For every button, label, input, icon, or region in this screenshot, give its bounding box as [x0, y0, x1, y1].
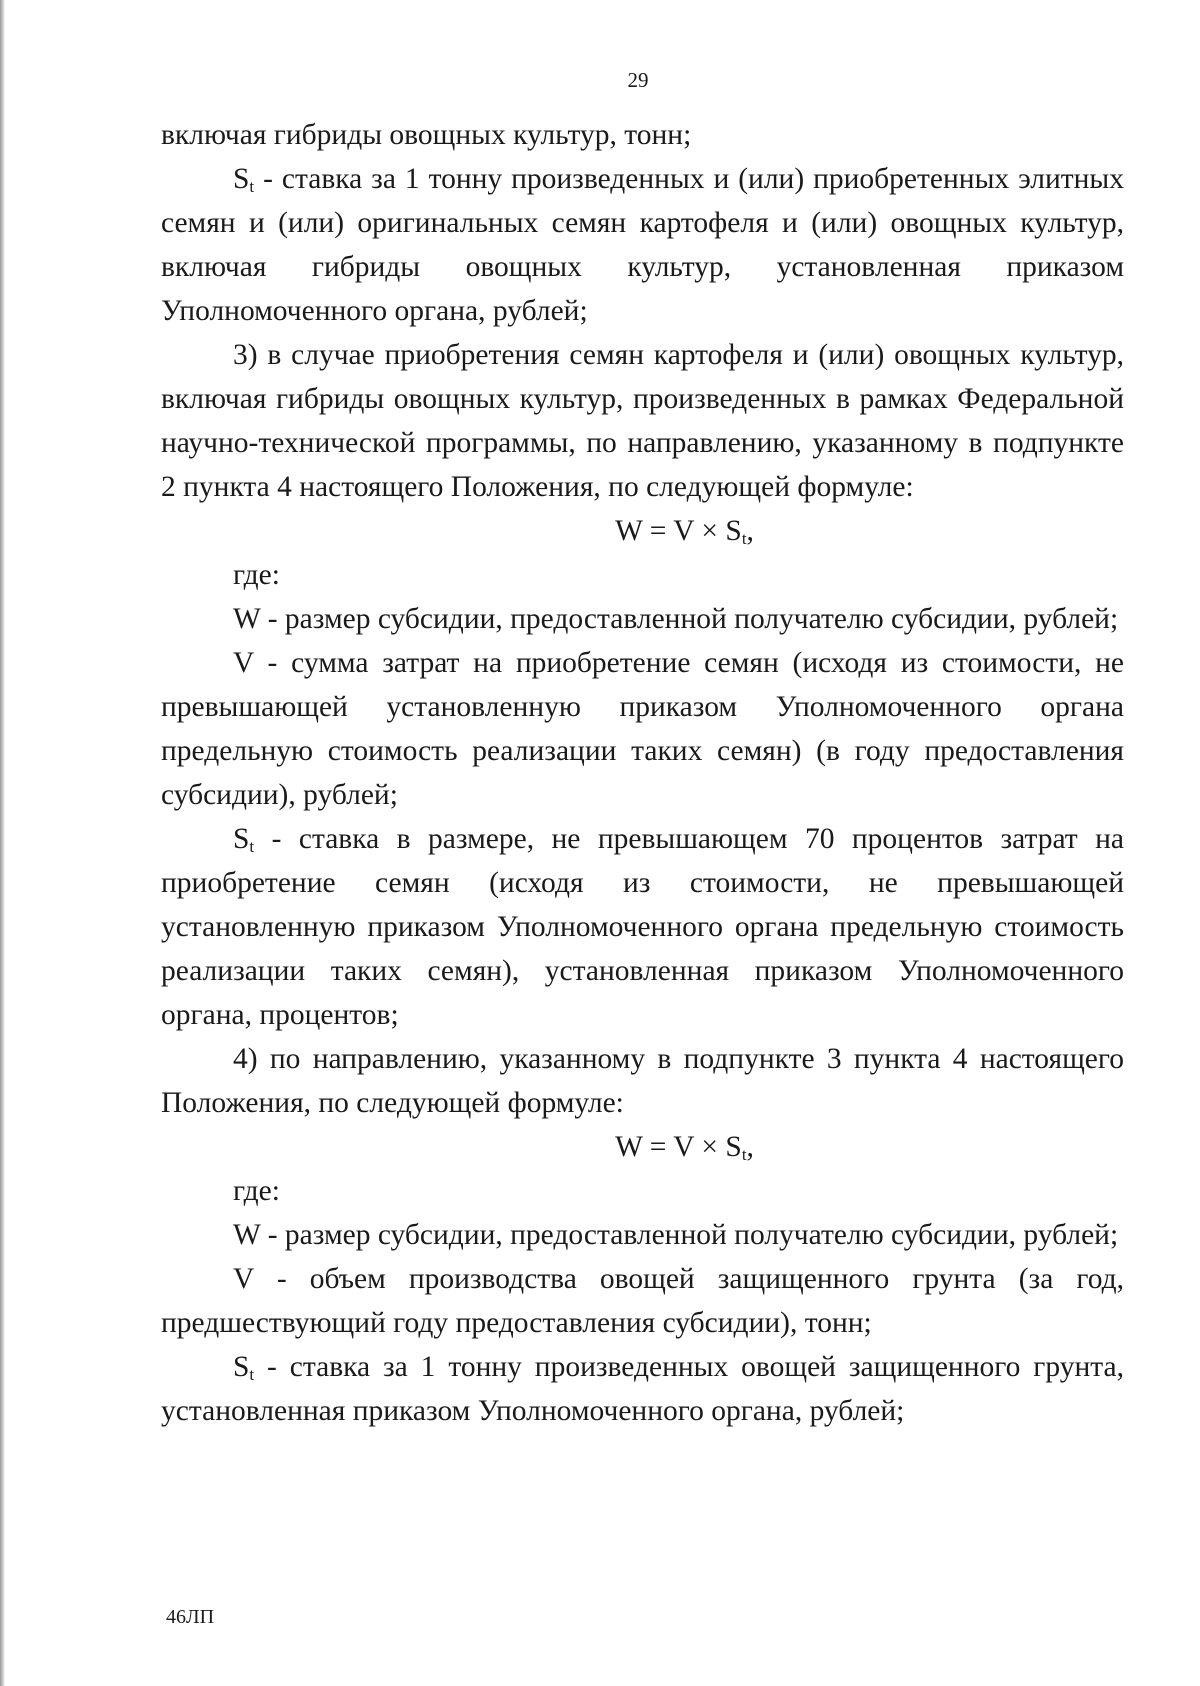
- paragraph-item-3: 3) в случае приобретения семян картофеля и (или) овощных культур, включая гибриды овощных культур, произведенных в рамках Федеральной научно-технической программы, по направлению, указанному в подпункте 2 пункта 4 настоящего Положения, по следующей формуле:: [161, 339, 1124, 503]
- paragraph-text: - ставка в размере, не превышающем 70 процентов затрат на приобретение семян (исходя из стоимости, не превышающей установленную приказом Уполномоченного органа предельную стоимость реализации таких семян), установленная приказом Уполномоченного органа, процентов;: [161, 823, 1124, 1031]
- paragraph-text: - сумма затрат на приобретение семян (исходя из стоимости, не превышающей установленную приказом Уполномоченного органа предельную стоимость реализации таких семян) (в году предоставления субсидии), рублей;: [161, 647, 1124, 811]
- formula-tail: ,: [746, 1131, 754, 1163]
- footer-document-code: 46ЛП: [166, 1606, 215, 1628]
- paragraph-v-definition-1: [161, 641, 1124, 817]
- page-number: 29: [627, 68, 649, 92]
- symbol-v: V: [233, 1263, 254, 1295]
- formula-subscript: t: [741, 529, 747, 548]
- scan-edge: [0, 0, 5, 1686]
- document-body: [161, 113, 1124, 1433]
- symbol-subscript-t: t: [249, 177, 255, 196]
- paragraph-st-rate-seeds: [161, 157, 1124, 333]
- where-label-1: где:: [233, 559, 280, 591]
- symbol-s: S: [233, 1351, 250, 1383]
- paragraph-text: - размер субсидии, предоставленной получателю субсидии, рублей;: [260, 1219, 1119, 1251]
- paragraph-text: - размер субсидии, предоставленной получателю субсидии, рублей;: [260, 603, 1119, 635]
- formula-tail: ,: [746, 515, 754, 547]
- paragraph-v-definition-2: [161, 1257, 1124, 1345]
- formula-main: W = V × S: [615, 1131, 742, 1163]
- formula-main: W = V × S: [615, 515, 742, 547]
- symbol-subscript-t: t: [249, 1365, 255, 1384]
- symbol-s: S: [233, 163, 250, 195]
- symbol-subscript-t: t: [249, 837, 255, 856]
- symbol-v: V: [233, 647, 254, 679]
- paragraph-st-definition-1: [161, 817, 1124, 1037]
- paragraph-continuation: включая гибриды овощных культур, тонн;: [161, 119, 692, 151]
- paragraph-w-definition-1: [161, 597, 1124, 641]
- formula-subscript: t: [741, 1145, 747, 1164]
- formula-2: [161, 1125, 1124, 1169]
- paragraph-w-definition-2: [161, 1213, 1124, 1257]
- where-label-2: где:: [233, 1175, 280, 1207]
- symbol-w: W: [233, 1219, 261, 1251]
- formula-1: [161, 509, 1124, 553]
- paragraph-text: - ставка за 1 тонну произведенных и (или) приобретенных элитных семян и (или) оригинальных семян картофеля и (или) овощных культур, включая гибриды овощных культур, установленная приказом Уполномоченного органа, рублей;: [161, 163, 1124, 327]
- symbol-w: W: [233, 603, 261, 635]
- paragraph-text: - ставка за 1 тонну произведенных овощей защищенного грунта, установленная приказом Уполномоченного органа, рублей;: [161, 1351, 1124, 1427]
- paragraph-st-definition-2: [161, 1345, 1124, 1433]
- paragraph-text: - объем производства овощей защищенного грунта (за год, предшествующий году предоставления субсидии), тонн;: [161, 1263, 1124, 1339]
- symbol-s: S: [233, 823, 250, 855]
- paragraph-item-4: 4) по направлению, указанному в подпункте 3 пункта 4 настоящего Положения, по следующей формуле:: [161, 1043, 1124, 1119]
